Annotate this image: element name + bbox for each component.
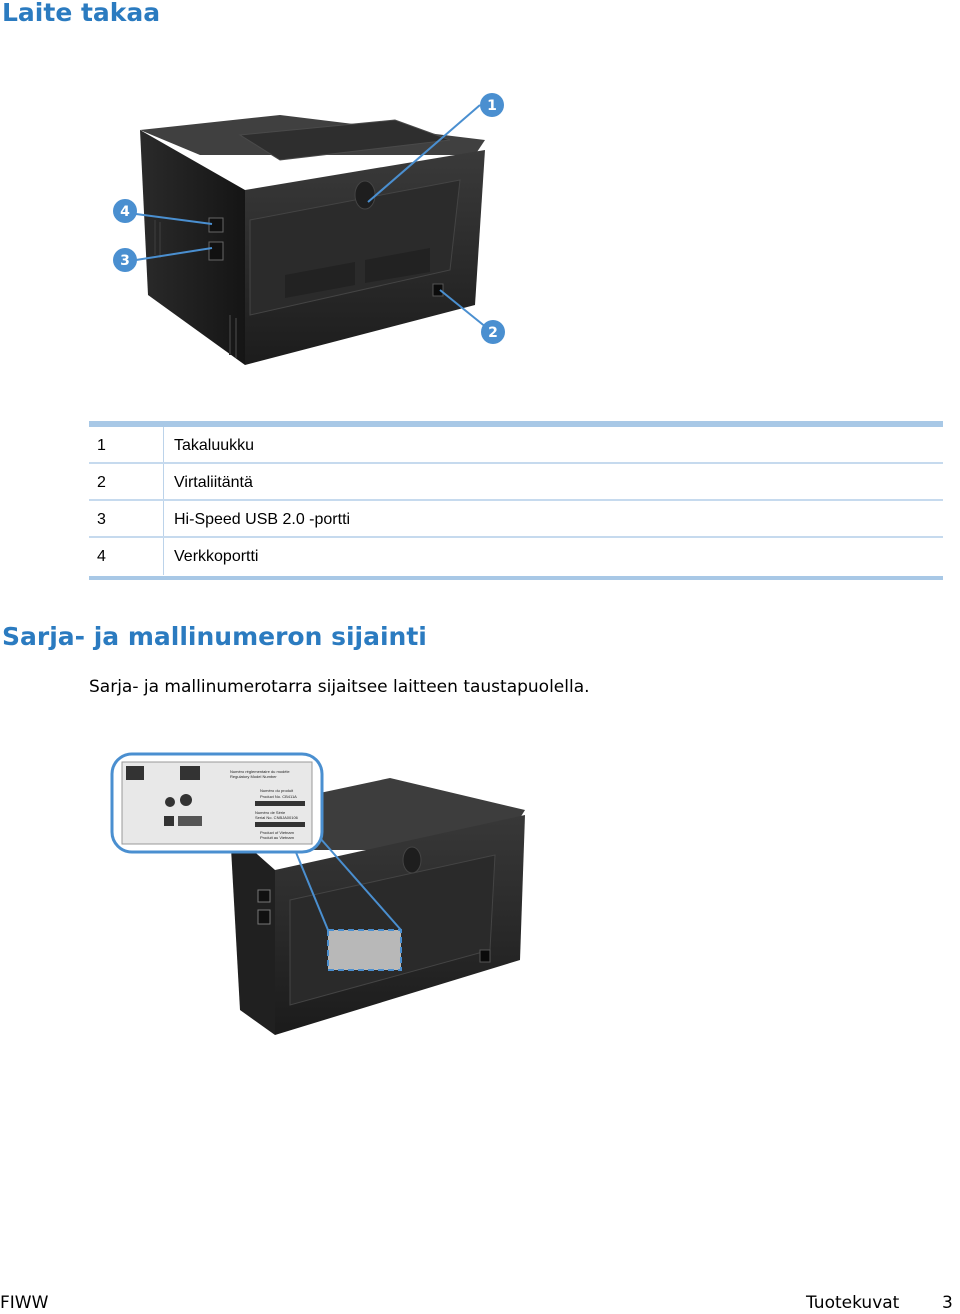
legend-num: 3	[97, 511, 106, 528]
legend-label: Verkkoportti	[174, 548, 259, 565]
label-product-of: Product of Vietnam	[260, 830, 294, 835]
callout-2	[481, 320, 505, 344]
printer-rear-figure	[100, 80, 520, 370]
legend-num: 1	[97, 437, 106, 454]
label-serial: Serial No. CNBJA00106	[255, 815, 298, 820]
callout-2-label: 2	[488, 325, 498, 341]
legend-row	[89, 538, 943, 575]
label-regulatory-en: Regulatory Model Number	[230, 774, 277, 779]
footer-left: FIWW	[0, 1293, 49, 1313]
legend-bottom-rule	[89, 576, 943, 580]
footer-chapter: Tuotekuvat	[806, 1293, 900, 1313]
legend-row	[89, 464, 943, 501]
legend-num: 4	[97, 548, 106, 565]
label-produit: Produit au Vietnam	[260, 835, 294, 840]
label-regulatory: Numéro réglementaire du modèle	[230, 769, 290, 774]
section-title: Sarja- ja mallinumeron sijainti	[2, 622, 427, 651]
callout-4-label: 4	[120, 204, 130, 220]
serial-label-figure	[100, 740, 530, 1040]
page-title: Laite takaa	[2, 0, 161, 27]
section-paragraph: Sarja- ja mallinumerotarra sijaitsee laitteen taustapuolella.	[89, 677, 590, 697]
label-product: Product No. CB411A	[260, 794, 297, 799]
legend-label: Virtaliitäntä	[174, 474, 253, 491]
callout-4	[113, 199, 137, 223]
callout-1	[480, 93, 504, 117]
callout-3	[113, 248, 137, 272]
callout-3-label: 3	[120, 253, 130, 269]
legend-row	[89, 501, 943, 538]
callout-1-label: 1	[487, 98, 497, 114]
label-product-fr: Numéro du produit	[260, 788, 294, 793]
legend-label: Takaluukku	[174, 437, 255, 454]
label-serial-fr: Numéro de Série	[255, 810, 286, 815]
footer-page-number: 3	[942, 1293, 953, 1313]
legend-row	[89, 427, 943, 464]
legend-num: 2	[97, 474, 106, 491]
legend-label: Hi-Speed USB 2.0 -portti	[174, 511, 351, 528]
